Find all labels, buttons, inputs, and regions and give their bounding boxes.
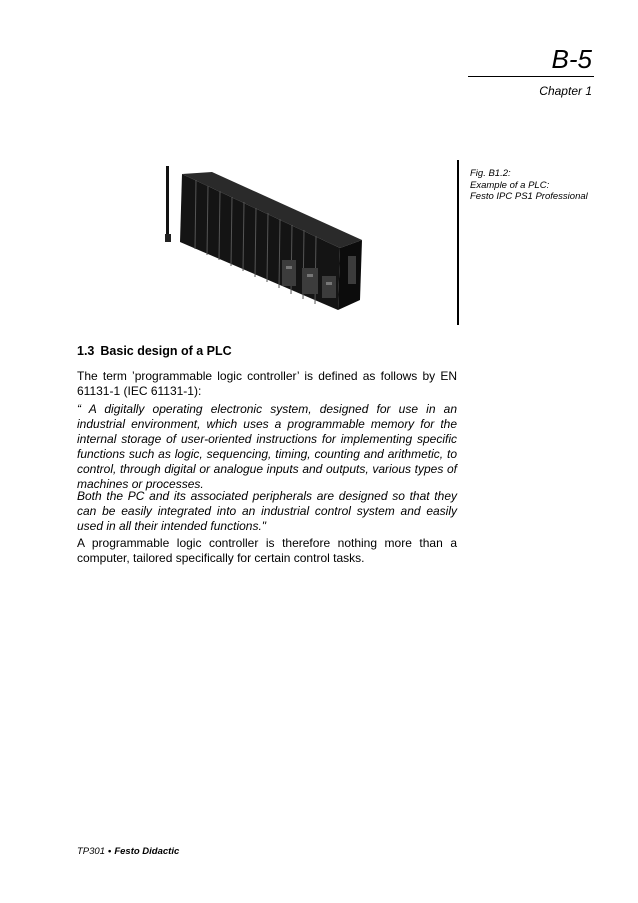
section-heading — [77, 344, 232, 358]
figure-caption — [470, 168, 588, 203]
paragraph-definition-quote-end: Both the PC and its associated peripherals are designed so that they can be easily integrated into an industrial control system and easily used in all their intended functions." — [77, 489, 457, 533]
antenna-shape — [166, 166, 169, 238]
page-number: B-5 — [551, 44, 592, 74]
footer-publisher: Festo Didactic — [114, 846, 180, 857]
figure-caption-line: Example of a PLC: — [470, 179, 550, 191]
paragraph-definition-quote: “ A digitally operating electronic system, designed for use in an industrial environment, which uses a programmable memory for the internal storage of user-oriented instructions for implementing specific functions such as logic, sequencing, timing, counting and arithmetic, to control, through digital or analogue inputs and outputs, various types of machines or processes. — [77, 402, 457, 491]
footer-separator: • — [108, 846, 112, 857]
figure-side-rule — [457, 160, 459, 325]
figure-caption-line: Festo IPC PS1 Professional — [470, 191, 588, 202]
footer — [77, 846, 179, 857]
footer-code: TP301 — [77, 846, 105, 857]
plc-photo — [162, 160, 372, 320]
paragraph-conclusion: A programmable logic controller is therefore nothing more than a computer, tailored specifically for certain control tasks. — [77, 536, 457, 565]
figure-caption-line: Fig. B1.2: — [470, 168, 511, 179]
section-number: 1.3 — [77, 344, 95, 358]
paragraph-definition-intro: The term ’programmable logic controller’ is defined as follows by EN 61131-1 (IEC 61131-1): — [77, 369, 457, 398]
section-title: Basic design of a PLC — [100, 344, 232, 358]
chapter-label: Chapter 1 — [539, 84, 592, 98]
header-rule — [468, 76, 594, 77]
